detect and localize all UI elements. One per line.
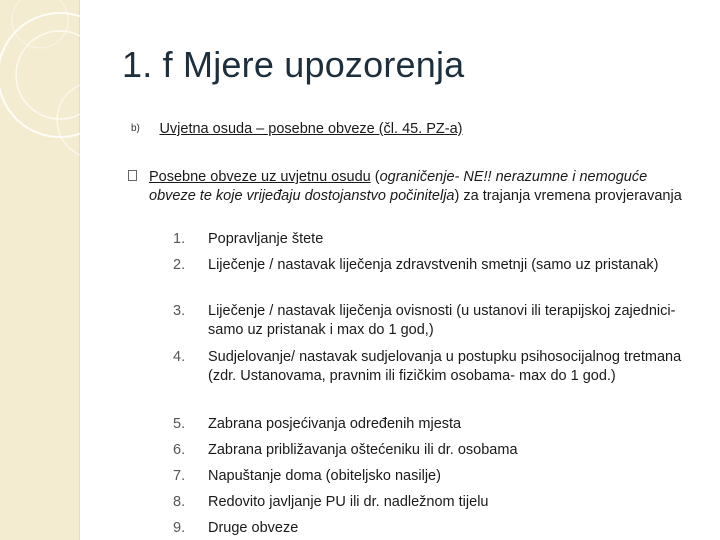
list-item (173, 467, 703, 486)
list-item (173, 519, 703, 538)
list-item-number: 4. (173, 349, 186, 365)
list-item-text: Popravljanje štete (208, 231, 324, 247)
bullet-text (149, 168, 688, 206)
subheading (131, 120, 463, 138)
list-item-text: Druge obveze (208, 520, 299, 536)
list-item-number: 3. (173, 303, 186, 319)
list-item (173, 230, 703, 249)
decorative-circles (0, 0, 140, 540)
list-item-number: 6. (173, 442, 186, 458)
list-item-number: 8. (173, 494, 186, 510)
list-item (173, 441, 703, 460)
slide-title: 1. f Mjere upozorenja (122, 44, 465, 85)
list-item (173, 302, 703, 340)
bullet-rest: ) za trajanja vremena provjeravanja (454, 188, 682, 204)
bullet-point (128, 168, 688, 206)
list-item (173, 493, 703, 512)
list-item-number: 9. (173, 520, 186, 536)
list-item-text: Zabrana približavanja oštećeniku ili dr. osobama (208, 442, 518, 458)
list-item-text: Sudjelovanje/ nastavak sudjelovanja u postupku psihosocijalnog tretmana (zdr. Ustanovama, pravnim ili fizičkim osobama- max do 1 god.) (208, 349, 682, 384)
subheading-marker: b) (131, 123, 140, 135)
list-item (173, 348, 703, 386)
subheading-text: Uvjetna osuda – posebne obveze (čl. 45. PZ-a) (159, 120, 463, 137)
list-item-number: 7. (173, 468, 186, 484)
list-item-text: Liječenje / nastavak liječenja ovisnosti (u ustanovi ili terapijskoj zajednici- samo uz pristanak i max do 1 god,) (208, 303, 676, 338)
list-item-text: Zabrana posjećivanja određenih mjesta (208, 416, 462, 432)
bullet-italic: ograničenje- NE!! nerazumne i nemoguće obveze te koje vrijeđaju dostojanstvo počinitelja (149, 169, 648, 204)
decorative-side-strip (0, 0, 80, 540)
list-item-number: 5. (173, 416, 186, 432)
bullet-lead: Posebne obveze uz uvjetnu osudu (149, 169, 371, 185)
list-item-number: 1. (173, 231, 186, 247)
bullet-paren-open: ( (370, 169, 380, 185)
list-item-number: 2. (173, 257, 186, 273)
box-bullet-icon (128, 170, 137, 181)
list-item-text: Redovito javljanje PU ili dr. nadležnom tijelu (208, 494, 489, 510)
list-item (173, 256, 703, 275)
list-item-text: Liječenje / nastavak liječenja zdravstvenih smetnji (samo uz pristanak) (208, 257, 659, 273)
list-item (173, 415, 703, 434)
list-item-text: Napuštanje doma (obiteljsko nasilje) (208, 468, 441, 484)
